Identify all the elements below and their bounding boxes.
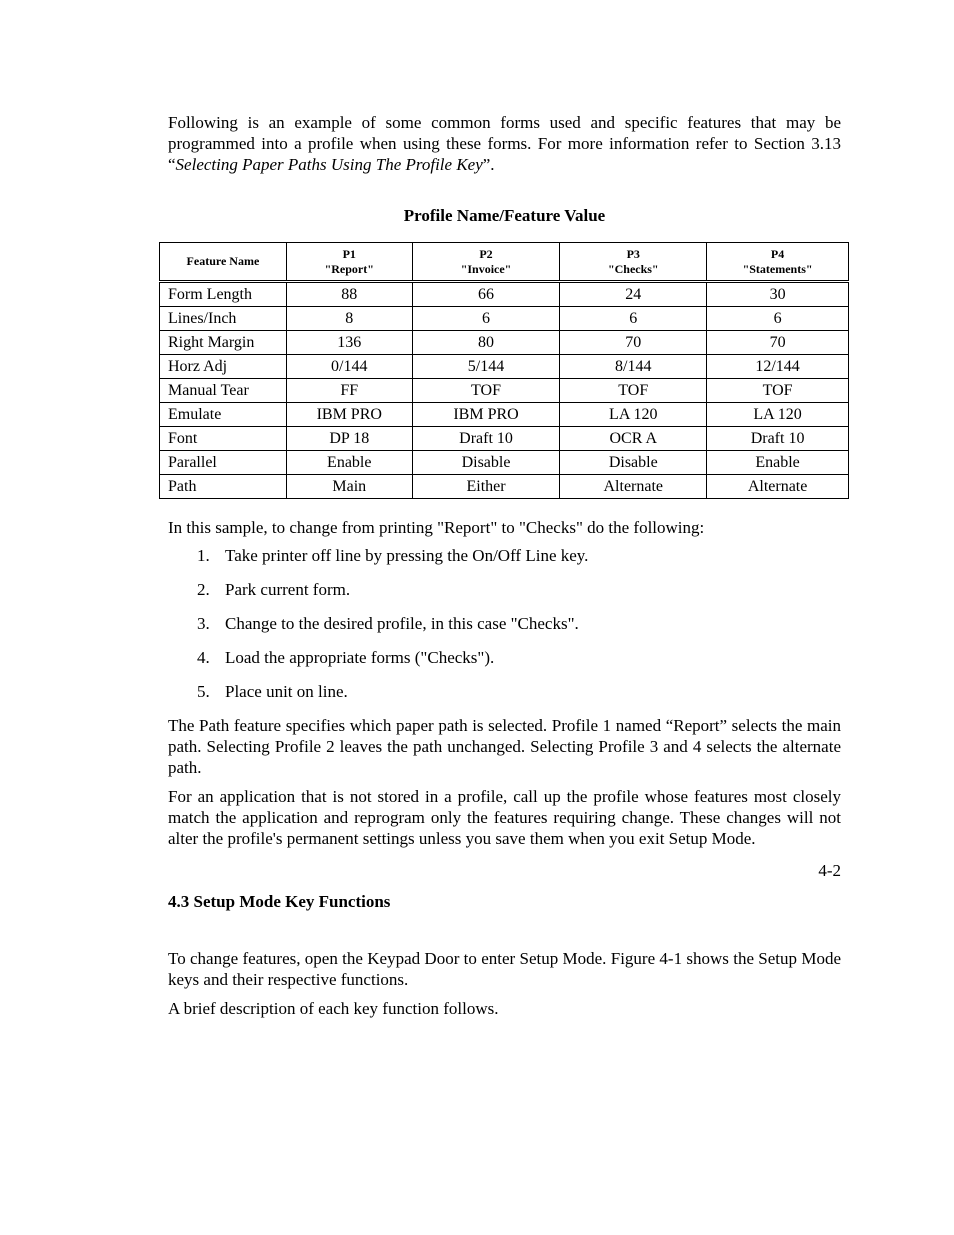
feature-value-cell: IBM PRO bbox=[412, 403, 560, 427]
table-row bbox=[160, 379, 849, 403]
table-row bbox=[160, 475, 849, 499]
feature-value-cell: 70 bbox=[707, 331, 849, 355]
step-number: 2. bbox=[197, 580, 210, 599]
section-heading: 4.3 Setup Mode Key Functions bbox=[168, 892, 391, 911]
step-item bbox=[168, 579, 841, 613]
header-p3: P3 "Checks" bbox=[560, 243, 707, 282]
step-item bbox=[168, 647, 841, 681]
page-content bbox=[168, 112, 841, 1019]
profile-feature-table bbox=[159, 242, 849, 499]
brief-paragraph: A brief description of each key function follows. bbox=[168, 999, 499, 1018]
setup-paragraph: To change features, open the Keypad Door to enter Setup Mode. Figure 4-1 shows the Setup Mode keys and their respective functions. bbox=[168, 949, 841, 989]
feature-value-cell: 12/144 bbox=[707, 355, 849, 379]
step-number: 4. bbox=[197, 648, 210, 667]
table-row bbox=[160, 307, 849, 331]
table-title: Profile Name/Feature Value bbox=[403, 206, 606, 225]
table-row bbox=[160, 282, 849, 307]
feature-value-cell: 6 bbox=[707, 307, 849, 331]
header-p1: P1 "Report" bbox=[286, 243, 412, 282]
step-text: Load the appropriate forms ("Checks"). bbox=[225, 648, 495, 667]
step-number: 1. bbox=[197, 546, 210, 565]
feature-value-cell: 66 bbox=[412, 282, 560, 307]
step-item bbox=[168, 613, 841, 647]
feature-value-cell: LA 120 bbox=[560, 403, 707, 427]
feature-name-cell: Lines/Inch bbox=[160, 307, 287, 331]
feature-value-cell: OCR A bbox=[560, 427, 707, 451]
profile-table-wrapper bbox=[159, 242, 849, 499]
feature-value-cell: Disable bbox=[560, 451, 707, 475]
feature-value-cell: LA 120 bbox=[707, 403, 849, 427]
feature-value-cell: Draft 10 bbox=[707, 427, 849, 451]
feature-value-cell: Enable bbox=[707, 451, 849, 475]
intro-paragraph bbox=[168, 112, 841, 175]
feature-value-cell: 24 bbox=[560, 282, 707, 307]
table-row bbox=[160, 403, 849, 427]
feature-value-cell: 88 bbox=[286, 282, 412, 307]
feature-value-cell: 70 bbox=[560, 331, 707, 355]
feature-name-cell: Right Margin bbox=[160, 331, 287, 355]
feature-value-cell: 80 bbox=[412, 331, 560, 355]
header-p2: P2 "Invoice" bbox=[412, 243, 560, 282]
table-row bbox=[160, 427, 849, 451]
feature-name-cell: Horz Adj bbox=[160, 355, 287, 379]
page-number: 4-2 bbox=[818, 861, 841, 880]
feature-value-cell: Draft 10 bbox=[412, 427, 560, 451]
intro-text-end: ”. bbox=[482, 155, 495, 174]
step-text: Place unit on line. bbox=[225, 682, 348, 701]
step-number: 3. bbox=[197, 614, 210, 633]
feature-value-cell: Enable bbox=[286, 451, 412, 475]
step-text: Take printer off line by pressing the On/Off Line key. bbox=[225, 546, 589, 565]
feature-value-cell: TOF bbox=[707, 379, 849, 403]
feature-value-cell: 136 bbox=[286, 331, 412, 355]
feature-name-cell: Emulate bbox=[160, 403, 287, 427]
steps-list bbox=[168, 545, 841, 715]
feature-value-cell: DP 18 bbox=[286, 427, 412, 451]
header-p4: P4 "Statements" bbox=[707, 243, 849, 282]
feature-value-cell: FF bbox=[286, 379, 412, 403]
step-text: Change to the desired profile, in this case "Checks". bbox=[225, 614, 579, 633]
feature-value-cell: Disable bbox=[412, 451, 560, 475]
step-number: 5. bbox=[197, 682, 210, 701]
table-body bbox=[160, 282, 849, 499]
application-paragraph: For an application that is not stored in a profile, call up the profile whose features most closely match the application and reprogram only the features requiring change. These changes will not alter the profile's permanent settings unless you save them when you exit Setup Mode. bbox=[168, 787, 841, 848]
feature-value-cell: IBM PRO bbox=[286, 403, 412, 427]
table-header-row bbox=[160, 243, 849, 282]
feature-value-cell: Main bbox=[286, 475, 412, 499]
feature-value-cell: TOF bbox=[412, 379, 560, 403]
feature-value-cell: 6 bbox=[560, 307, 707, 331]
feature-value-cell: 0/144 bbox=[286, 355, 412, 379]
table-row bbox=[160, 355, 849, 379]
intro-section-reference: Selecting Paper Paths Using The Profile Key bbox=[175, 155, 483, 174]
table-row bbox=[160, 451, 849, 475]
feature-name-cell: Font bbox=[160, 427, 287, 451]
feature-value-cell: Alternate bbox=[707, 475, 849, 499]
step-item bbox=[168, 681, 841, 715]
feature-name-cell: Parallel bbox=[160, 451, 287, 475]
feature-value-cell: Either bbox=[412, 475, 560, 499]
step-text: Park current form. bbox=[225, 580, 351, 599]
feature-name-cell: Manual Tear bbox=[160, 379, 287, 403]
step-item bbox=[168, 545, 841, 579]
sample-intro: In this sample, to change from printing "Report" to "Checks" do the following: bbox=[168, 518, 705, 537]
feature-name-cell: Path bbox=[160, 475, 287, 499]
header-feature-name: Feature Name bbox=[160, 243, 287, 282]
feature-name-cell: Form Length bbox=[160, 282, 287, 307]
path-paragraph: The Path feature specifies which paper path is selected. Profile 1 named “Report” selects the main path. Selecting Profile 2 leaves the path unchanged. Selecting Profile 3 and 4 selects the alternate path. bbox=[168, 716, 841, 777]
feature-value-cell: 6 bbox=[412, 307, 560, 331]
feature-value-cell: Alternate bbox=[560, 475, 707, 499]
feature-value-cell: 5/144 bbox=[412, 355, 560, 379]
feature-value-cell: 30 bbox=[707, 282, 849, 307]
feature-value-cell: 8 bbox=[286, 307, 412, 331]
feature-value-cell: 8/144 bbox=[560, 355, 707, 379]
feature-value-cell: TOF bbox=[560, 379, 707, 403]
intro-text: Following is an example of some common forms used and specific features that may be programmed into a profile when using these forms. For more information refer to Section 3.13 “ bbox=[168, 113, 841, 174]
table-row bbox=[160, 331, 849, 355]
